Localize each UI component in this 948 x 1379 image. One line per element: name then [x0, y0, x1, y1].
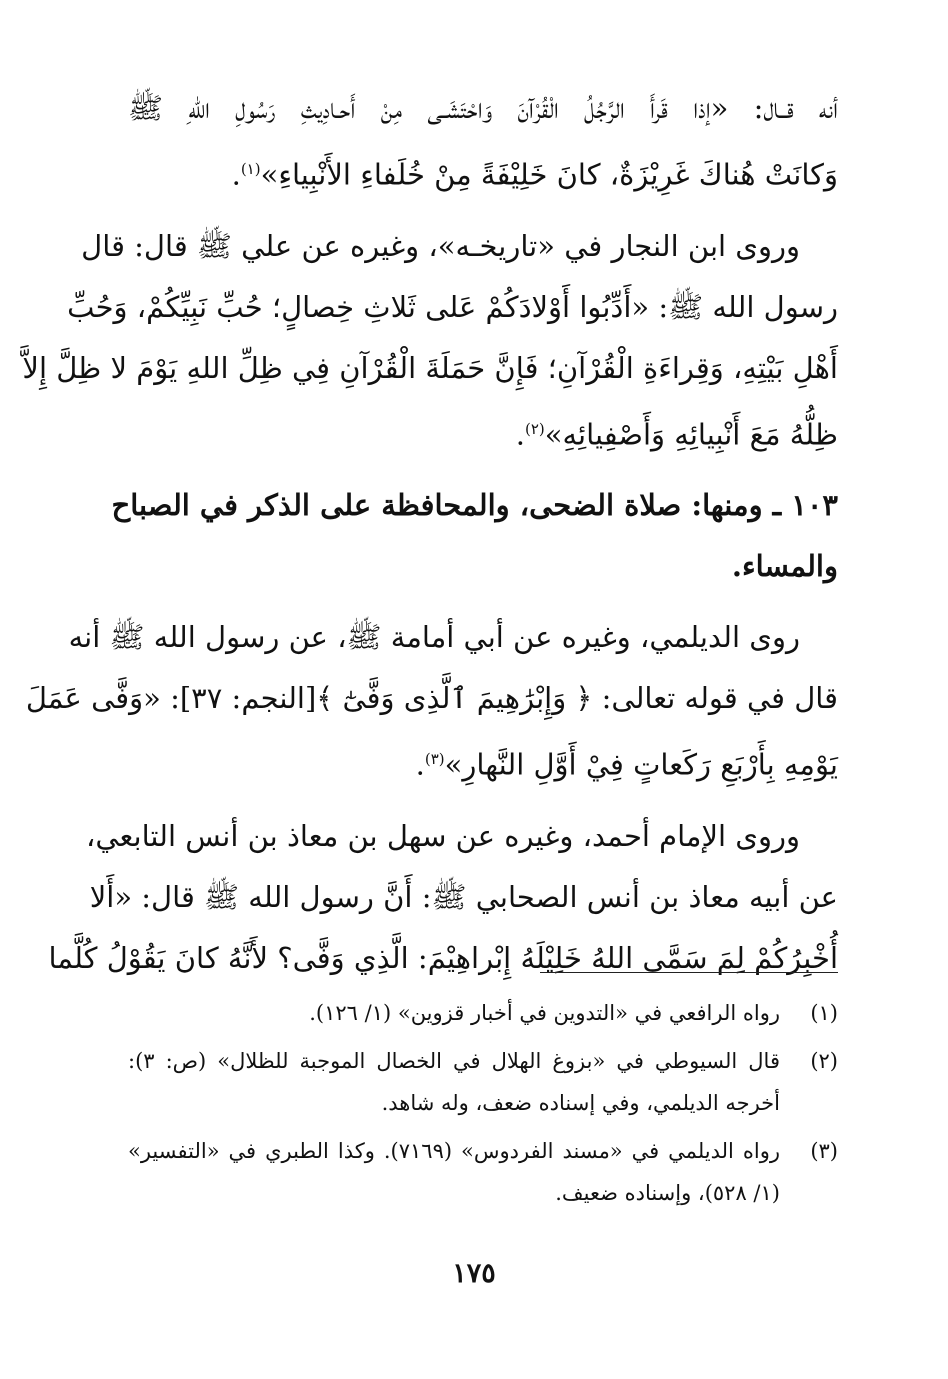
punctuation: . [231, 157, 241, 192]
footnote-number: (١) [810, 1001, 838, 1025]
footnote-ref: (٢) [524, 419, 545, 438]
paragraph-4 [48, 806, 838, 989]
footnote-line: أخرجه الديلمي، وفي إسناده ضعف، وله شاهد. [381, 1091, 780, 1115]
text-line [128, 139, 838, 206]
text-line: وروى الإمام أحمد، وغيره عن سهل بن معاذ بن أنس التابعي، [85, 818, 800, 853]
text-line: أَهْلِ بَيْتِهِ، وَقِراءَةِ الْقُرْآنِ؛ فَإِنَّ حَمَلَةَ الْقُرْآنِ فِي ظِلِّ اللهِ يَوْمَ لا ظِلَّ إِلاَّ [22, 350, 838, 385]
footnote-line: رواه الرافعي في «التدوين في أخبار قزوين» (١/ ١٢٦). [309, 1001, 780, 1025]
text-line: أُخْبِرُكُمْ لِمَ سَمَّى اللهُ خَلِيْلَهُ إِبْراهِيْمَ: الَّذِي وَفَّى؟ لأَنَّهُ كانَ يَقُوْلُ كُلَّما [48, 940, 838, 975]
footnote [128, 1130, 838, 1214]
footnote-line: رواه الديلمي في «مسند الفردوس» (٧١٦٩). وكذا الطبري في «التفسير» [128, 1139, 780, 1163]
footnote-line: قال السيوطي في «بزوغ الهلال في الخصال الموجبة للظلال» (ص: ٣): [128, 1049, 780, 1073]
footnote-divider [540, 972, 838, 973]
text-line: رسول الله ﷺ: «أَدِّبُوا أَوْلادَكُمْ عَلى ثَلاثِ خِصالٍ؛ حُبِّ نَبِيِّكُمْ، وَحُبِّ [67, 289, 838, 324]
heading-line: والمساء. [731, 549, 838, 584]
text-line: وروى ابن النجار في «تاريخـه»، وغيره عن علي ﷺ قال: قال [81, 228, 800, 263]
main-text [22, 78, 838, 999]
page-number: ١٧٥ [452, 1258, 496, 1289]
paragraph-1 [128, 78, 838, 206]
paragraph-2 [22, 216, 838, 466]
footnote-text [128, 1130, 780, 1214]
text-line [128, 399, 838, 466]
footnote [128, 992, 838, 1034]
text-line: أنه قــال: «إذا قَرأَ الرَّجُلُ الْقُرْآنَ وَاحْتَشَـى مِنْ أَحـادِيثِ رَسُولِ اللهِ ﷺ [128, 91, 838, 125]
text-line: عن أبيه معاذ بن أنس الصحابي ﷺ: أَنَّ رسول الله ﷺ قال: «أَلا [89, 879, 838, 914]
section-heading [111, 475, 838, 597]
text-span: يَوْمِهِ بِأَرْبَعِ رَكَعاتٍ فِيْ أَوَّلِ النَّهارِ» [444, 747, 838, 782]
footnotes [128, 992, 838, 1220]
footnote [128, 1040, 838, 1124]
text-line: قال في قوله تعالى: ﴿ وَإِبْرَٰهِيمَ ٱلَّذِى وَفَّىٰٓ ﴾[النجم: ٣٧]: «وَفَّى عَمَلَ [25, 681, 838, 716]
paragraph-3 [25, 607, 838, 796]
text-line [128, 729, 838, 796]
footnote-number: (٣) [810, 1139, 838, 1163]
heading-line: ١٠٣ ـ ومنها: صلاة الضحى، والمحافظة على الذكر في الصباح [111, 488, 838, 523]
footnote-line: (١/ ٥٢٨)، وإسناده ضعيف. [555, 1181, 780, 1205]
footnote-ref: (٣) [424, 750, 445, 769]
text-line: روى الديلمي، وغيره عن أبي أمامة ﷺ، عن رسول الله ﷺ أنه [68, 620, 800, 655]
footnote-text [128, 1040, 780, 1124]
punctuation: . [415, 747, 425, 782]
text-span: وَكانَتْ هُناكَ غَرِيْزَةٌ، كانَ خَلِيْفَةً مِنْ خُلَفاءِ الأَنْبِياءِ» [260, 157, 838, 192]
text-span: ظِلُّهُ مَعَ أَنْبِيائِهِ وَأَصْفِيائِهِ» [544, 417, 838, 452]
footnote-number: (٢) [810, 1049, 838, 1073]
footnote-ref: (١) [240, 160, 261, 178]
footnote-text [128, 992, 780, 1034]
punctuation: . [515, 417, 525, 452]
